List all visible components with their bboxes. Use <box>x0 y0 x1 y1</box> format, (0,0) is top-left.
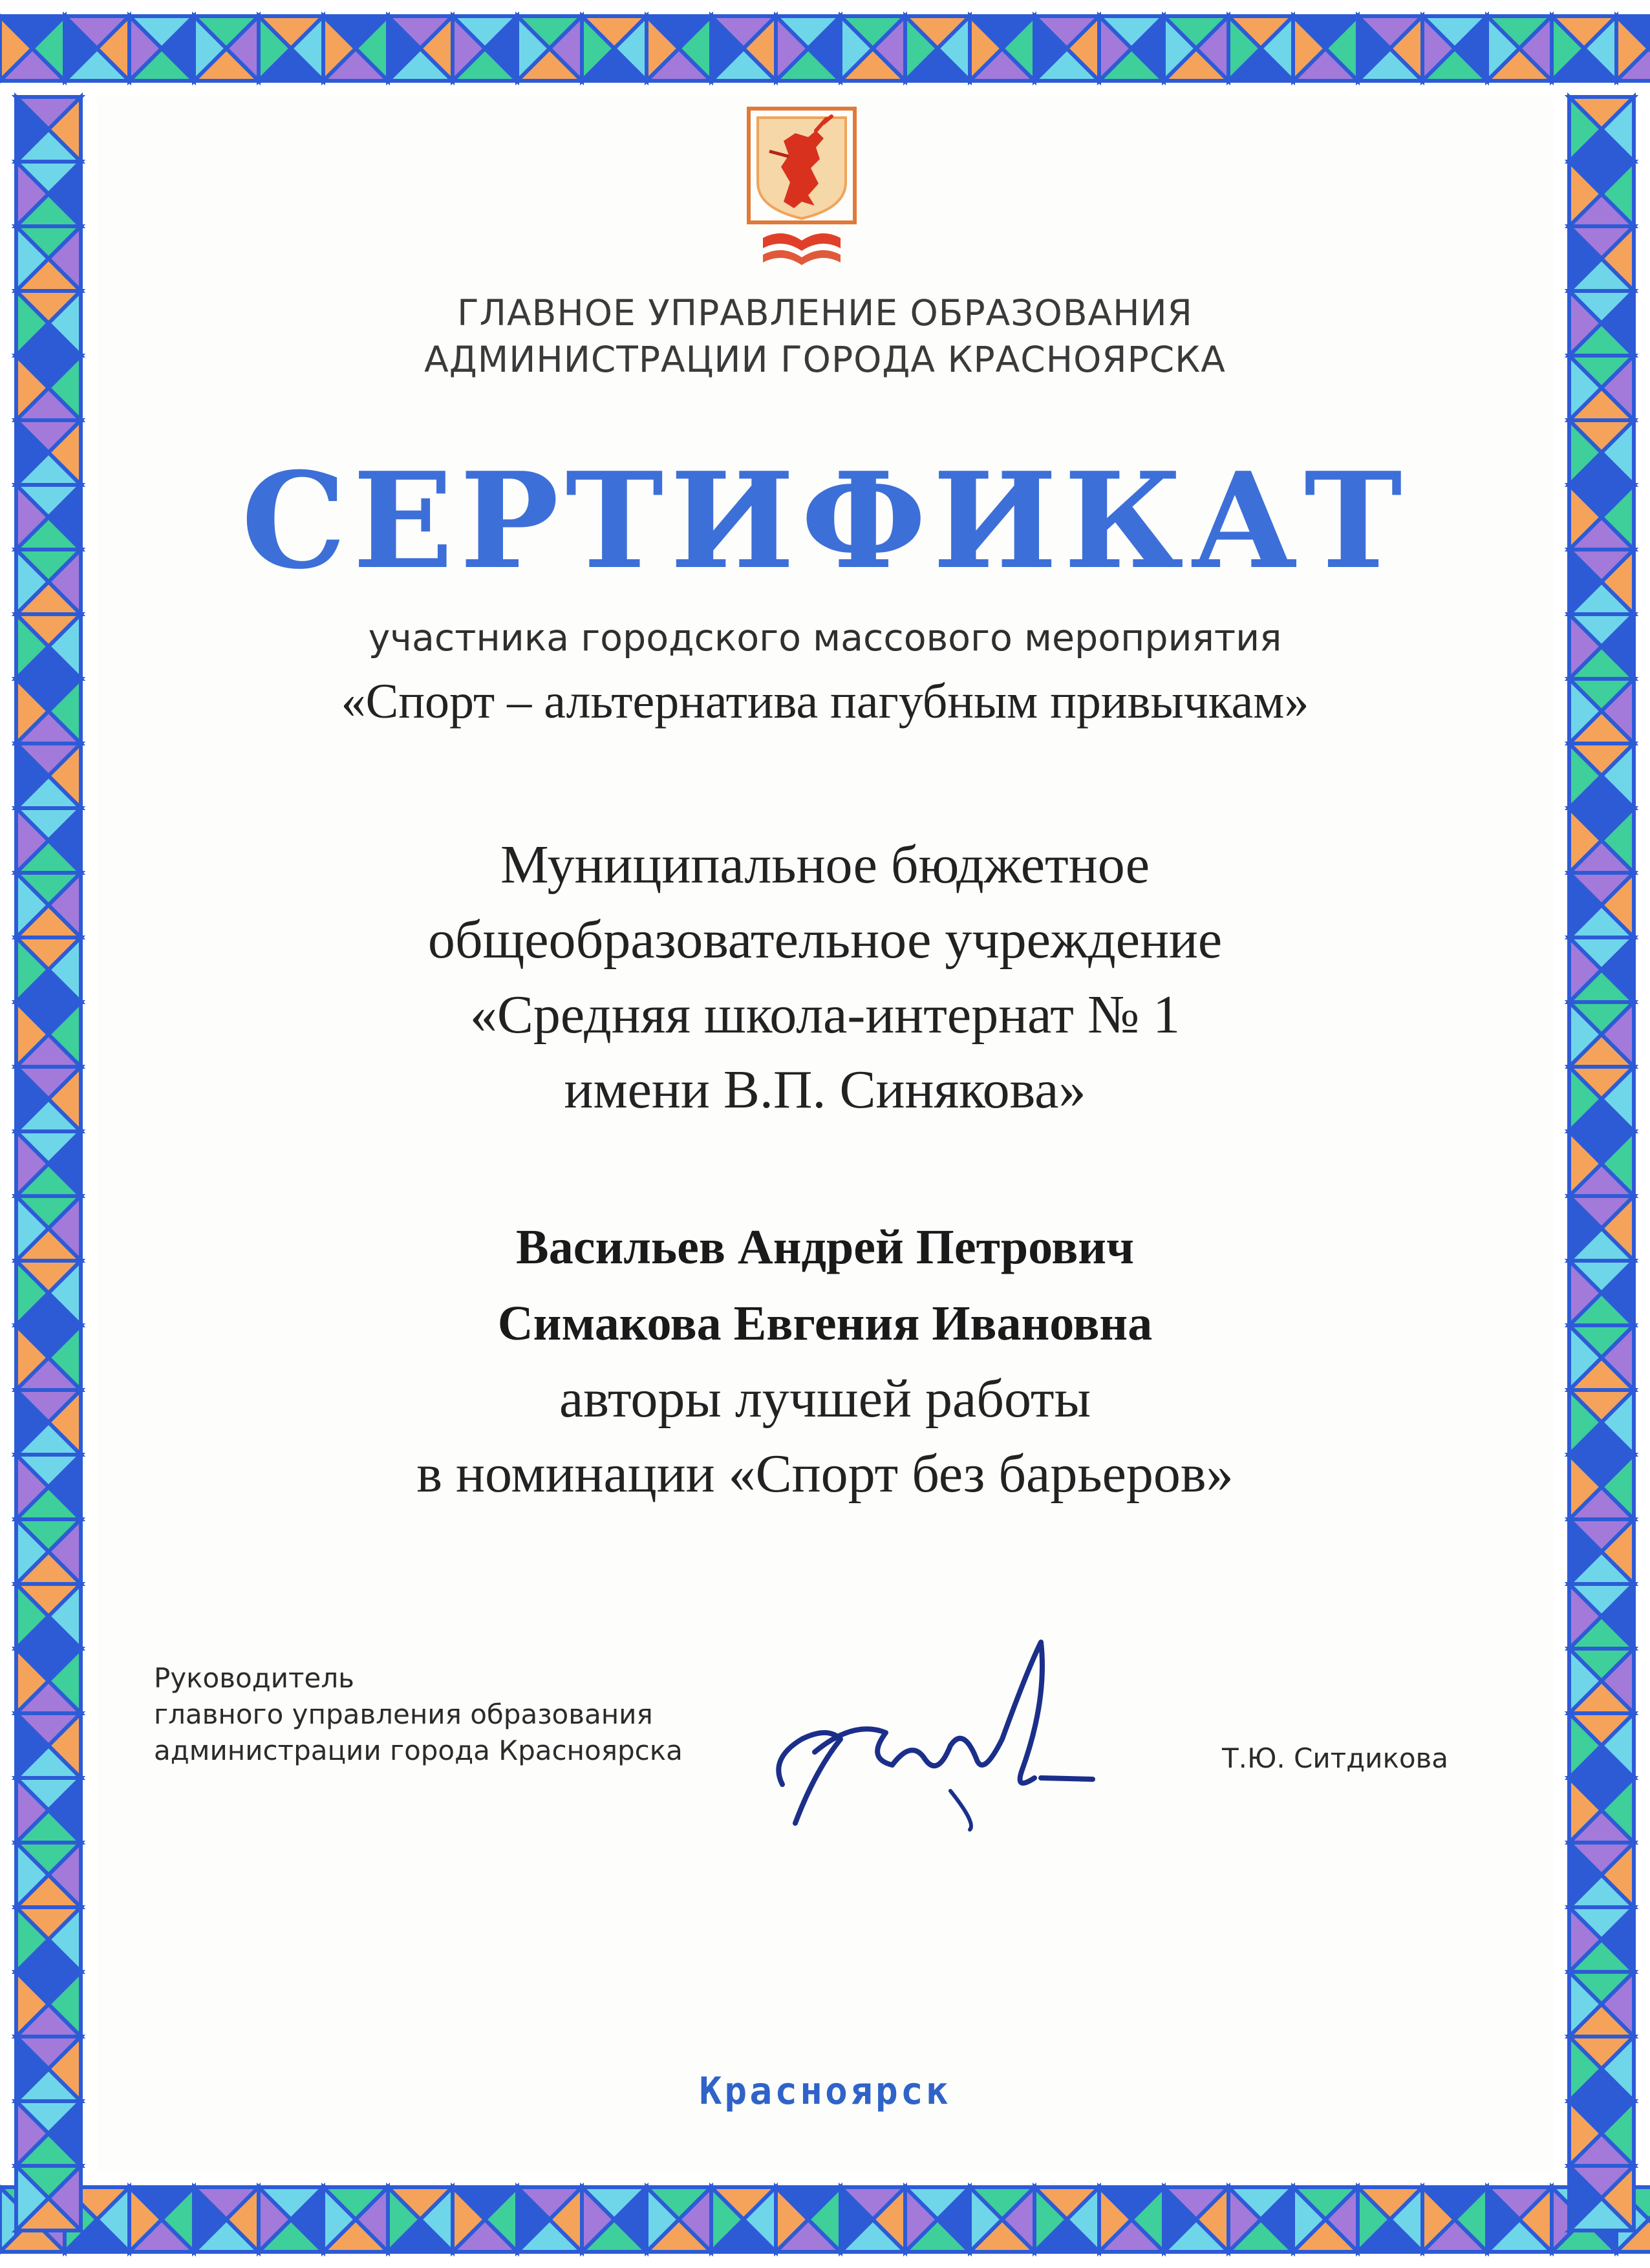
border-tile <box>323 16 388 81</box>
award-block <box>0 1209 1650 1512</box>
border-tile <box>647 16 711 81</box>
signatory-name: Т.Ю. Ситдикова <box>1222 1742 1449 1774</box>
border-tile <box>1569 1519 1634 1584</box>
border-tile <box>16 1519 81 1584</box>
event-block <box>0 614 1650 737</box>
border-tile <box>1293 2187 1358 2252</box>
certificate-subtitle: участника городского массового мероприятия <box>368 617 1282 659</box>
event-name: «Спорт – альтернатива пагубным привычкам» <box>341 674 1309 729</box>
border-tile <box>582 16 647 81</box>
institution-line: общеобразовательное учреждение <box>427 910 1223 970</box>
border-tile <box>0 16 65 81</box>
border-tile <box>711 2187 776 2252</box>
signatory-position-line: главного управления образования <box>154 1698 653 1730</box>
border-tile <box>647 2187 711 2252</box>
border-tile <box>129 16 194 81</box>
border-tile <box>388 2187 453 2252</box>
institution-block <box>0 828 1650 1128</box>
border-tile <box>1358 2187 1422 2252</box>
border-tile <box>1569 226 1634 291</box>
border-tile <box>1422 16 1487 81</box>
border-tile <box>16 1778 81 1843</box>
certificate-title-block <box>0 444 1650 599</box>
border-tile <box>1569 97 1634 162</box>
border-tile <box>194 16 259 81</box>
institution-line: «Средняя школа-интернат № 1 <box>469 985 1181 1045</box>
recipient-name: Симакова Евгения Ивановна <box>497 1296 1153 1351</box>
border-tile <box>453 16 517 81</box>
award-line: авторы лучшей работы <box>559 1369 1091 1429</box>
border-tile <box>16 1843 81 1907</box>
border-tile <box>16 744 81 808</box>
border-tile <box>970 16 1034 81</box>
border-tile <box>1034 16 1099 81</box>
footer-city: Красноярск <box>699 2069 951 2113</box>
border-tile <box>1569 1907 1634 1972</box>
border-tile <box>129 2187 194 2252</box>
organization-header <box>0 290 1650 383</box>
border-tile <box>1164 2187 1228 2252</box>
border-tile <box>259 16 323 81</box>
signatory-position-line: Руководитель <box>154 1662 354 1694</box>
border-tile <box>16 1649 81 1713</box>
border-tile <box>1099 16 1164 81</box>
border-tile <box>16 1907 81 1972</box>
border-tile <box>1569 1713 1634 1778</box>
border-tile <box>323 2187 388 2252</box>
border-tile <box>776 2187 841 2252</box>
border-tile <box>1569 744 1634 808</box>
certificate-paper <box>97 97 1553 2171</box>
border-tile <box>1569 2166 1634 2231</box>
signatory-position <box>154 1660 683 1769</box>
border-tile <box>1228 2187 1293 2252</box>
border-tile <box>16 226 81 291</box>
border-tile <box>517 2187 582 2252</box>
border-tile <box>1569 1972 1634 2037</box>
institution-line: Муниципальное бюджетное <box>500 835 1150 895</box>
border-tile <box>905 16 970 81</box>
recipient-name: Васильев Андрей Петрович <box>516 1220 1134 1274</box>
border-tile <box>259 2187 323 2252</box>
border-tile <box>388 16 453 81</box>
border-tile <box>1487 16 1552 81</box>
border-tile <box>16 1131 81 1196</box>
border-tile <box>1164 16 1228 81</box>
border-tile <box>1358 16 1422 81</box>
border-tile <box>841 16 905 81</box>
border-tile <box>1569 1649 1634 1713</box>
award-line: в номинации «Спорт без барьеров» <box>416 1444 1234 1504</box>
border-tile <box>1228 16 1293 81</box>
border-tile <box>1034 2187 1099 2252</box>
border-tile <box>1616 16 1650 81</box>
institution-line: имени В.П. Синякова» <box>564 1060 1086 1120</box>
border-tile <box>1569 1131 1634 1196</box>
border-tile <box>194 2187 259 2252</box>
border-tile <box>1487 2187 1552 2252</box>
border-tile <box>16 97 81 162</box>
border-tile <box>1293 16 1358 81</box>
certificate-title: СЕРТИФИКАТ <box>241 444 1409 599</box>
signatory-position-line: администрации города Красноярска <box>154 1735 683 1766</box>
border-tile <box>1569 1584 1634 1649</box>
border-tile <box>1569 1843 1634 1907</box>
border-tile <box>776 16 841 81</box>
border-tile <box>970 2187 1034 2252</box>
border-tile <box>16 1972 81 2037</box>
border-tile <box>1422 2187 1487 2252</box>
border-tile <box>711 16 776 81</box>
border-tile <box>1099 2187 1164 2252</box>
border-tile <box>16 162 81 226</box>
border-tile <box>517 16 582 81</box>
border-tile <box>65 16 129 81</box>
border-tile <box>905 2187 970 2252</box>
border-tile <box>16 1713 81 1778</box>
border-tile <box>1569 162 1634 226</box>
border-tile <box>16 1584 81 1649</box>
border-tile <box>1552 16 1616 81</box>
border-tile <box>1569 1778 1634 1843</box>
border-tile <box>453 2187 517 2252</box>
organization-line-1: ГЛАВНОЕ УПРАВЛЕНИЕ ОБРАЗОВАНИЯ <box>457 292 1193 334</box>
border-tile <box>841 2187 905 2252</box>
border-tile <box>582 2187 647 2252</box>
organization-line-2: АДМИНИСТРАЦИИ ГОРОДА КРАСНОЯРСКА <box>424 339 1226 380</box>
border-tile <box>16 2166 81 2231</box>
handwritten-signature <box>756 1629 1119 1836</box>
krasnoyarsk-coat-of-arms-emblem <box>744 105 860 274</box>
